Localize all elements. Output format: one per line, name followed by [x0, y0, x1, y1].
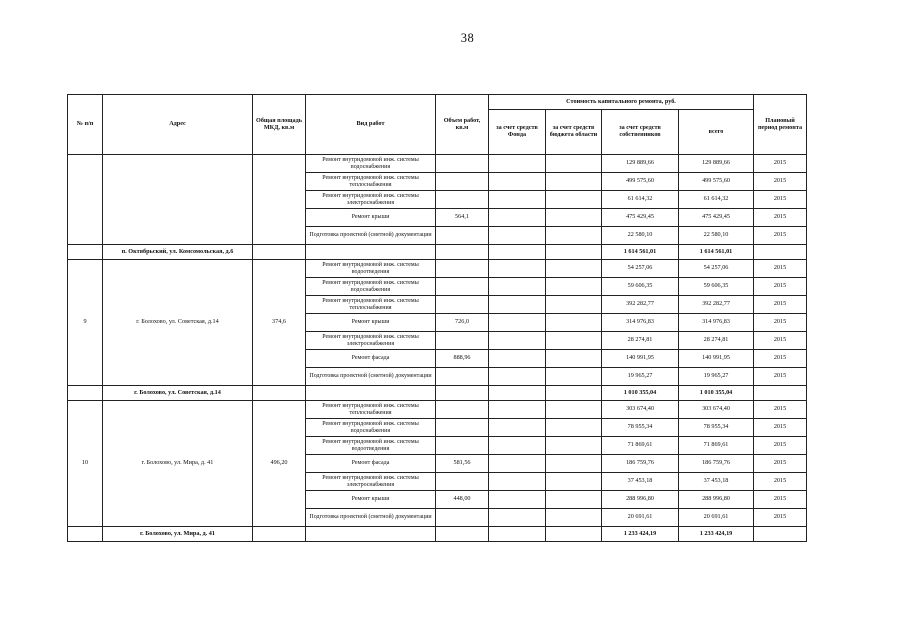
capital-repair-table [67, 94, 807, 542]
total-empty-year [754, 527, 807, 542]
total-label: п. Октябрьский, ул. Комсомольская, д.6 [103, 245, 253, 260]
total-empty-year [754, 245, 807, 260]
cost-total: 20 691,61 [679, 509, 754, 527]
work-type: Ремонт фасада [306, 455, 436, 473]
work-type: Ремонт внутридомовой инж. системы водоснабжения [306, 155, 436, 173]
cost-fund [489, 278, 546, 296]
cost-owners: 186 759,76 [602, 455, 679, 473]
cost-budget [546, 368, 602, 386]
header-row [68, 95, 807, 110]
cost-total: 28 274,81 [679, 332, 754, 350]
planned-year: 2015 [754, 173, 807, 191]
col-header-area: Общая площадь МКД, кв.м [253, 95, 306, 155]
cost-fund [489, 350, 546, 368]
total-empty-num [68, 386, 103, 401]
cost-fund [489, 173, 546, 191]
work-type: Ремонт крыши [306, 491, 436, 509]
work-volume: 888,96 [436, 350, 489, 368]
work-volume: 448,00 [436, 491, 489, 509]
cost-fund [489, 455, 546, 473]
total-sum: 1 614 561,01 [679, 245, 754, 260]
col-header-total: всего [679, 110, 754, 155]
work-type: Ремонт внутридомовой инж. системы водоотведения [306, 260, 436, 278]
cost-budget [546, 437, 602, 455]
cost-owners: 140 991,95 [602, 350, 679, 368]
work-type: Ремонт внутридомовой инж. системы теплоснабжения [306, 296, 436, 314]
cost-budget [546, 209, 602, 227]
work-volume: 726,0 [436, 314, 489, 332]
cost-owners: 20 691,61 [602, 509, 679, 527]
work-volume: 581,56 [436, 455, 489, 473]
cost-total: 54 257,06 [679, 260, 754, 278]
total-empty-volume [436, 245, 489, 260]
total-empty-num [68, 527, 103, 542]
cost-fund [489, 437, 546, 455]
cost-total: 19 965,27 [679, 368, 754, 386]
cost-fund [489, 191, 546, 209]
house-area [253, 155, 306, 245]
cost-total: 59 606,35 [679, 278, 754, 296]
total-empty-num [68, 245, 103, 260]
work-volume [436, 260, 489, 278]
work-volume [436, 419, 489, 437]
cost-total: 314 976,83 [679, 314, 754, 332]
col-header-work-type: Вид работ [306, 95, 436, 155]
cost-owners: 392 282,77 [602, 296, 679, 314]
cost-fund [489, 296, 546, 314]
planned-year: 2015 [754, 437, 807, 455]
col-header-owners: за счет средств собственников [602, 110, 679, 155]
work-type: Ремонт внутридомовой инж. системы водоотведения [306, 437, 436, 455]
work-type: Ремонт крыши [306, 314, 436, 332]
cost-owners: 129 889,66 [602, 155, 679, 173]
cost-total: 475 429,45 [679, 209, 754, 227]
planned-year: 2015 [754, 209, 807, 227]
row-number [68, 155, 103, 245]
work-volume [436, 473, 489, 491]
total-sum: 1 010 355,04 [679, 386, 754, 401]
house-address: г. Болохово, ул. Советская, д.14 [103, 260, 253, 386]
work-volume [436, 173, 489, 191]
planned-year: 2015 [754, 419, 807, 437]
work-type: Ремонт внутридомовой инж. системы теплоснабжения [306, 173, 436, 191]
cost-budget [546, 491, 602, 509]
cost-budget [546, 509, 602, 527]
cost-budget [546, 419, 602, 437]
cost-owners: 37 453,18 [602, 473, 679, 491]
work-type: Подготовка проектной (сметной) документации [306, 227, 436, 245]
planned-year: 2015 [754, 401, 807, 419]
cost-total: 61 614,32 [679, 191, 754, 209]
cost-owners: 288 996,80 [602, 491, 679, 509]
cost-budget [546, 191, 602, 209]
cost-owners: 314 976,83 [602, 314, 679, 332]
total-empty-fund [489, 245, 546, 260]
total-label: г. Болохово, ул. Мира, д. 41 [103, 527, 253, 542]
cost-fund [489, 209, 546, 227]
work-volume [436, 401, 489, 419]
house-address: г. Болохово, ул. Мира, д. 41 [103, 401, 253, 527]
cost-owners: 28 274,81 [602, 332, 679, 350]
cost-fund [489, 401, 546, 419]
work-volume: 564,1 [436, 209, 489, 227]
planned-year: 2015 [754, 278, 807, 296]
planned-year: 2015 [754, 332, 807, 350]
col-header-fund: за счет средств Фонда [489, 110, 546, 155]
cost-fund [489, 227, 546, 245]
cost-total: 140 991,95 [679, 350, 754, 368]
work-type: Ремонт внутридомовой инж. системы электроснабжения [306, 332, 436, 350]
work-volume [436, 368, 489, 386]
cost-total: 22 580,10 [679, 227, 754, 245]
col-header-num: № п/п [68, 95, 103, 155]
total-empty-area [253, 245, 306, 260]
total-empty-area [253, 386, 306, 401]
page-number: 38 [460, 31, 475, 45]
cost-fund [489, 509, 546, 527]
table-row [68, 155, 807, 173]
planned-year: 2015 [754, 155, 807, 173]
cost-budget [546, 350, 602, 368]
work-type: Ремонт фасада [306, 350, 436, 368]
cost-budget [546, 260, 602, 278]
total-empty-budget [546, 386, 602, 401]
work-volume [436, 191, 489, 209]
cost-budget [546, 314, 602, 332]
planned-year: 2015 [754, 350, 807, 368]
cost-total: 288 996,80 [679, 491, 754, 509]
cost-total: 303 674,40 [679, 401, 754, 419]
cost-budget [546, 455, 602, 473]
planned-year: 2015 [754, 191, 807, 209]
cost-total: 129 889,66 [679, 155, 754, 173]
col-header-address: Адрес [103, 95, 253, 155]
cost-owners: 22 580,10 [602, 227, 679, 245]
cost-budget [546, 155, 602, 173]
work-type: Подготовка проектной (сметной) документации [306, 368, 436, 386]
cost-owners: 475 429,45 [602, 209, 679, 227]
work-volume [436, 278, 489, 296]
cost-fund [489, 368, 546, 386]
work-type: Ремонт крыши [306, 209, 436, 227]
table-row [68, 401, 807, 419]
work-type: Ремонт внутридомовой инж. системы водоснабжения [306, 278, 436, 296]
cost-total: 71 869,61 [679, 437, 754, 455]
cost-owners: 303 674,40 [602, 401, 679, 419]
total-label: г. Болохово, ул. Советская, д.14 [103, 386, 253, 401]
cost-fund [489, 419, 546, 437]
work-volume [436, 155, 489, 173]
work-type: Ремонт внутридомовой инж. системы электроснабжения [306, 191, 436, 209]
table-row [68, 260, 807, 278]
col-header-budget: за счет средств бюджета области [546, 110, 602, 155]
cost-owners: 19 965,27 [602, 368, 679, 386]
planned-year: 2015 [754, 473, 807, 491]
cost-owners: 61 614,32 [602, 191, 679, 209]
cost-owners: 78 955,34 [602, 419, 679, 437]
cost-budget [546, 332, 602, 350]
cost-budget [546, 278, 602, 296]
cost-budget [546, 473, 602, 491]
planned-year: 2015 [754, 491, 807, 509]
cost-budget [546, 296, 602, 314]
col-header-volume: Объем работ, кв.м [436, 95, 489, 155]
cost-total: 499 575,60 [679, 173, 754, 191]
total-empty-budget [546, 245, 602, 260]
total-empty-work [306, 527, 436, 542]
planned-year: 2015 [754, 296, 807, 314]
work-volume [436, 332, 489, 350]
planned-year: 2015 [754, 455, 807, 473]
work-volume [436, 437, 489, 455]
work-type: Ремонт внутридомовой инж. системы теплоснабжения [306, 401, 436, 419]
work-volume [436, 509, 489, 527]
total-row [68, 245, 807, 260]
total-owners: 1 233 424,19 [602, 527, 679, 542]
cost-fund [489, 314, 546, 332]
planned-year: 2015 [754, 314, 807, 332]
work-type: Подготовка проектной (сметной) документации [306, 509, 436, 527]
row-number: 10 [68, 401, 103, 527]
total-empty-fund [489, 527, 546, 542]
cost-total: 37 453,18 [679, 473, 754, 491]
row-number: 9 [68, 260, 103, 386]
cost-total: 392 282,77 [679, 296, 754, 314]
total-owners: 1 010 355,04 [602, 386, 679, 401]
cost-owners: 54 257,06 [602, 260, 679, 278]
cost-fund [489, 332, 546, 350]
planned-year: 2015 [754, 260, 807, 278]
cost-owners: 59 606,35 [602, 278, 679, 296]
cost-fund [489, 260, 546, 278]
planned-year: 2015 [754, 368, 807, 386]
house-area: 496,20 [253, 401, 306, 527]
planned-year: 2015 [754, 509, 807, 527]
total-empty-volume [436, 527, 489, 542]
col-header-cost-group: Стоимость капитального ремонта, руб. [489, 95, 754, 110]
total-sum: 1 233 424,19 [679, 527, 754, 542]
total-row [68, 386, 807, 401]
work-volume [436, 227, 489, 245]
cost-fund [489, 155, 546, 173]
cost-budget [546, 401, 602, 419]
total-empty-area [253, 527, 306, 542]
cost-owners: 71 869,61 [602, 437, 679, 455]
total-empty-volume [436, 386, 489, 401]
cost-fund [489, 473, 546, 491]
total-owners: 1 614 561,01 [602, 245, 679, 260]
total-empty-work [306, 386, 436, 401]
work-type: Ремонт внутридомовой инж. системы водоснабжения [306, 419, 436, 437]
planned-year: 2015 [754, 227, 807, 245]
house-area: 374,6 [253, 260, 306, 386]
work-type: Ремонт внутридомовой инж. системы электроснабжения [306, 473, 436, 491]
total-empty-work [306, 245, 436, 260]
cost-budget [546, 173, 602, 191]
total-empty-budget [546, 527, 602, 542]
cost-fund [489, 491, 546, 509]
total-empty-year [754, 386, 807, 401]
house-address [103, 155, 253, 245]
total-row [68, 527, 807, 542]
cost-total: 78 955,34 [679, 419, 754, 437]
work-volume [436, 296, 489, 314]
total-empty-fund [489, 386, 546, 401]
cost-budget [546, 227, 602, 245]
table-body [68, 155, 807, 542]
cost-total: 186 759,76 [679, 455, 754, 473]
col-header-period: Плановый период ремонта [754, 95, 807, 155]
cost-owners: 499 575,60 [602, 173, 679, 191]
